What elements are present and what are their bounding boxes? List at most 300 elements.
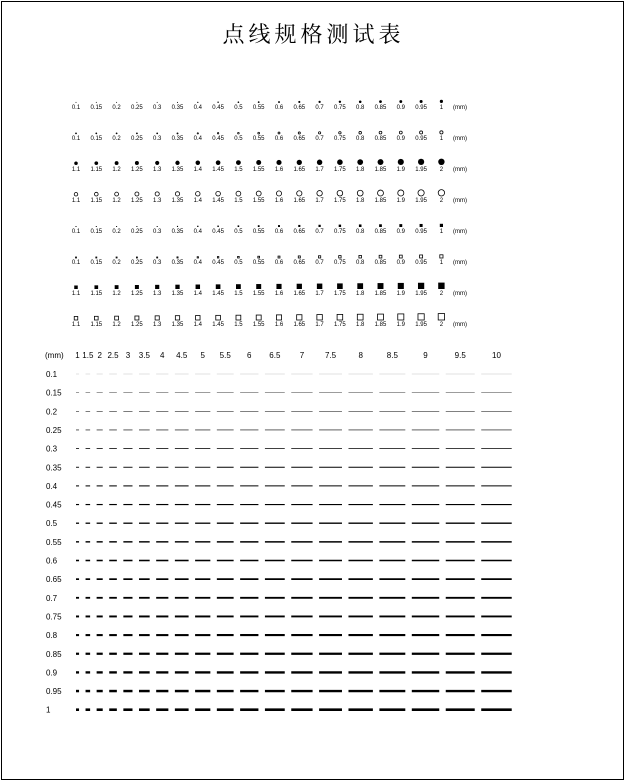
dot-mark (317, 160, 322, 165)
line-length-label: 5 (200, 351, 205, 360)
dot-size-label: 0.65 (293, 260, 306, 266)
line-length-label: 1.5 (82, 351, 94, 360)
line-length-label: 7.5 (324, 351, 337, 360)
dot-size-label: 0.25 (131, 260, 143, 266)
dot-size-label: 0.7 (315, 260, 324, 266)
dot-size-label: 1.1 (71, 291, 81, 297)
dot-mark (175, 161, 179, 165)
square-mark (74, 285, 78, 289)
line-width-label: 0.3 (46, 444, 58, 454)
dot-mark (339, 132, 341, 134)
dot-mark (318, 132, 320, 134)
unit-label: (mm) (453, 260, 467, 266)
dot-mark (278, 132, 280, 134)
line-width-label: 0.4 (46, 481, 58, 491)
dot-size-label: 0.65 (293, 229, 306, 235)
dot-mark (357, 190, 363, 196)
dot-mark (298, 101, 300, 103)
dot-size-label: 2 (439, 291, 444, 297)
dot-mark (94, 161, 98, 165)
dot-mark (258, 132, 260, 134)
dot-size-label: 1.5 (234, 198, 243, 204)
square-mark (216, 315, 221, 320)
square-mark (379, 255, 382, 258)
dot-size-label: 1.25 (131, 167, 143, 173)
dot-mark (297, 191, 302, 196)
dot-mark (298, 132, 300, 134)
dot-size-label: 0.35 (171, 260, 184, 266)
square-mark (276, 315, 281, 320)
dot-size-label: 0.35 (171, 229, 184, 235)
dot-size-label: 0.9 (396, 136, 405, 142)
dot-size-label: 1.3 (153, 167, 162, 173)
line-length-label: 8 (358, 351, 363, 360)
line-length-label: 3.5 (138, 351, 150, 360)
dot-size-label: 0.2 (112, 136, 121, 142)
line-length-label: 6.5 (269, 351, 281, 360)
dot-mark (379, 131, 382, 134)
square-mark (337, 283, 343, 289)
dot-mark (115, 192, 119, 196)
line-width-label: 0.85 (46, 649, 62, 659)
dot-size-label: 0.7 (315, 105, 324, 111)
dot-mark (256, 160, 261, 165)
dot-size-label: 0.55 (252, 229, 265, 235)
square-mark (177, 226, 178, 227)
dot-size-label: 1.4 (193, 198, 202, 204)
dot-mark (276, 191, 281, 196)
square-mark (398, 314, 404, 320)
dot-size-label: 0.5 (234, 136, 243, 142)
dot-size-label: 1.3 (153, 322, 162, 328)
dot-size-label: 2 (439, 167, 444, 173)
line-width-label: 0.95 (46, 687, 62, 697)
square-mark (297, 315, 302, 320)
line-width-label: 0.8 (46, 631, 58, 641)
dot-mark (116, 133, 117, 134)
dot-size-label: 1.8 (356, 167, 365, 173)
dot-size-label: 0.35 (171, 136, 184, 142)
dot-mark (157, 133, 158, 134)
square-mark (76, 226, 77, 227)
dot-size-label: 1 (439, 260, 444, 266)
dot-size-label: 0.3 (153, 229, 162, 235)
square-mark (175, 285, 179, 289)
dot-size-label: 1.4 (193, 322, 202, 328)
line-length-label: 6 (247, 351, 252, 360)
dot-size-label: 0.65 (293, 105, 306, 111)
dot-mark (379, 100, 382, 103)
dot-mark (318, 101, 320, 103)
square-mark (318, 225, 320, 227)
dot-size-label: 1.95 (415, 167, 427, 173)
dot-size-label: 0.1 (71, 229, 81, 235)
square-mark (157, 226, 158, 227)
square-mark (276, 284, 281, 289)
square-mark (438, 314, 444, 320)
square-mark (318, 256, 320, 258)
dot-size-label: 0.5 (234, 105, 243, 111)
dot-size-label: 1 (439, 136, 444, 142)
dot-size-label: 0.8 (356, 136, 365, 142)
dot-size-label: 1.2 (112, 198, 121, 204)
square-mark (420, 255, 423, 258)
square-mark (177, 257, 178, 258)
dot-size-label: 1.9 (396, 198, 405, 204)
dot-size-label: 1.15 (90, 167, 103, 173)
dot-size-label: 1.7 (315, 198, 324, 204)
line-length-label: 1 (75, 351, 80, 360)
unit-label: (mm) (453, 198, 467, 204)
dot-size-label: 0.45 (212, 260, 224, 266)
dot-size-label: 0.1 (71, 260, 81, 266)
line-length-label: 9 (423, 351, 428, 360)
square-mark (136, 226, 137, 227)
dot-size-label: 0.25 (131, 136, 143, 142)
dot-size-label: 0.95 (415, 105, 427, 111)
dot-mark (238, 132, 240, 134)
line-length-label: 10 (492, 351, 501, 360)
dot-size-label: 1.2 (112, 167, 121, 173)
square-mark (339, 256, 341, 258)
dot-mark (438, 190, 444, 196)
dot-mark (217, 102, 218, 103)
dot-size-label: 1.65 (293, 167, 306, 173)
dot-size-label: 1.2 (112, 322, 121, 328)
line-width-label: 0.65 (46, 575, 62, 585)
dot-size-label: 0.75 (334, 260, 346, 266)
dot-size-label: 1.85 (374, 198, 387, 204)
line-length-label: 8.5 (386, 351, 398, 360)
dot-size-label: 1.8 (356, 291, 365, 297)
dot-mark (136, 102, 137, 103)
dot-size-label: 0.15 (90, 260, 103, 266)
dot-mark (155, 161, 159, 165)
dot-size-label: 0.25 (131, 229, 143, 235)
square-mark (440, 255, 443, 258)
dot-mark (94, 192, 98, 196)
dot-mark (337, 159, 343, 165)
dot-size-label: 1.75 (334, 198, 346, 204)
dot-size-label: 0.85 (374, 260, 387, 266)
line-length-label: 3 (125, 351, 131, 360)
dot-mark (359, 100, 362, 103)
line-length-label: 4 (160, 351, 165, 360)
line-width-label: 0.9 (46, 668, 58, 678)
square-mark (196, 316, 200, 320)
dot-mark (398, 159, 404, 165)
unit-label: (mm) (453, 229, 467, 235)
unit-label: (mm) (453, 136, 467, 142)
dot-mark (438, 159, 444, 165)
dot-size-label: 0.15 (90, 136, 103, 142)
square-mark (94, 285, 98, 289)
dot-size-label: 1.1 (71, 198, 81, 204)
square-mark (196, 285, 200, 289)
square-mark (297, 284, 302, 289)
dot-size-label: 0.4 (193, 136, 202, 142)
line-width-label: 0.5 (46, 519, 58, 529)
square-mark (157, 257, 158, 258)
square-mark (399, 255, 402, 258)
square-mark (115, 316, 119, 320)
dot-mark (236, 160, 241, 165)
dot-mark (440, 100, 443, 103)
line-length-label: 2 (97, 351, 102, 360)
square-mark (398, 283, 404, 289)
dot-size-label: 1.4 (193, 167, 202, 173)
dot-size-label: 0.6 (274, 136, 284, 142)
dot-mark (236, 191, 241, 196)
dot-mark (276, 160, 281, 165)
square-mark (357, 314, 363, 320)
dot-size-label: 1.3 (153, 198, 162, 204)
dot-size-label: 1.6 (274, 167, 284, 173)
dot-size-label: 0.8 (356, 229, 365, 235)
dot-size-label: 1.5 (234, 291, 243, 297)
line-width-label: 0.35 (46, 463, 62, 473)
dot-mark (217, 133, 218, 134)
dot-size-label: 0.25 (131, 105, 143, 111)
dot-mark (297, 160, 302, 165)
dot-size-label: 1.8 (356, 198, 365, 204)
dot-size-label: 0.7 (315, 229, 324, 235)
dot-size-label: 1.15 (90, 198, 103, 204)
dot-size-label: 1.4 (193, 291, 202, 297)
dot-size-label: 0.9 (396, 260, 405, 266)
dot-mark (135, 161, 139, 165)
dot-size-label: 1.25 (131, 198, 143, 204)
dot-mark (197, 133, 198, 134)
square-mark (438, 283, 444, 289)
square-mark (115, 285, 119, 289)
square-mark (258, 225, 260, 227)
square-mark (256, 315, 261, 320)
dot-mark (256, 191, 261, 196)
dot-mark (357, 159, 363, 165)
square-mark (238, 256, 240, 258)
square-mark (379, 224, 382, 227)
dot-mark (339, 101, 341, 103)
dot-size-label: 0.75 (334, 136, 346, 142)
square-mark (116, 257, 117, 258)
dot-size-label: 0.15 (90, 229, 103, 235)
dot-mark (378, 159, 384, 165)
dot-size-label: 0.3 (153, 105, 162, 111)
dot-mark (418, 190, 424, 196)
dot-size-label: 0.7 (315, 136, 324, 142)
square-mark (217, 226, 218, 227)
square-mark (420, 224, 423, 227)
page-title: 点线规格测试表 (222, 23, 405, 48)
dot-mark (216, 191, 221, 196)
line-width-label: 0.25 (46, 425, 62, 435)
dot-size-label: 0.55 (252, 105, 265, 111)
dot-size-label: 1.45 (212, 322, 224, 328)
square-mark (298, 256, 300, 258)
square-mark (317, 315, 322, 320)
dot-size-label: 1.5 (234, 167, 243, 173)
square-mark (298, 225, 300, 227)
line-length-label: 4.5 (176, 351, 188, 360)
dot-size-label: 1.7 (315, 291, 324, 297)
square-mark (418, 314, 424, 320)
dot-size-label: 1.75 (334, 322, 346, 328)
dot-size-label: 0.2 (112, 260, 121, 266)
dot-size-label: 0.6 (274, 260, 284, 266)
square-mark (278, 256, 280, 258)
dot-size-label: 1.45 (212, 167, 224, 173)
dot-mark (177, 133, 178, 134)
dot-mark (136, 133, 137, 134)
dot-size-label: 1.5 (234, 322, 243, 328)
dot-size-label: 1.2 (112, 291, 121, 297)
dot-size-label: 1.75 (334, 167, 346, 173)
dot-size-label: 0.9 (396, 229, 405, 235)
dot-size-label: 1.7 (315, 322, 324, 328)
dot-size-label: 0.4 (193, 260, 202, 266)
dot-mark (76, 133, 77, 134)
dot-mark (378, 190, 384, 196)
dot-size-label: 0.3 (153, 260, 162, 266)
dot-size-label: 1.1 (71, 167, 81, 173)
dot-mark (96, 102, 97, 103)
line-width-label: 0.2 (46, 407, 58, 417)
dot-mark (420, 100, 423, 103)
dot-mark (418, 159, 424, 165)
dot-size-label: 0.45 (212, 136, 224, 142)
dot-size-label: 0.85 (374, 136, 387, 142)
unit-label: (mm) (453, 105, 467, 111)
dot-size-label: 0.75 (334, 229, 346, 235)
dot-size-label: 1.85 (374, 322, 387, 328)
dot-size-label: 0.2 (112, 105, 121, 111)
unit-label: (mm) (453, 322, 467, 328)
line-width-label: 1 (46, 705, 51, 715)
dot-size-label: 0.1 (71, 136, 81, 142)
square-mark (136, 257, 137, 258)
line-length-label: 2.5 (107, 351, 119, 360)
line-width-label: 0.45 (46, 500, 62, 510)
square-mark (96, 257, 97, 258)
square-mark (418, 283, 424, 289)
square-mark (135, 285, 139, 289)
line-length-label: 7 (299, 351, 305, 360)
square-mark (317, 284, 322, 289)
dot-size-label: 1.55 (252, 291, 265, 297)
dot-size-label: 1.85 (374, 291, 387, 297)
square-mark (76, 257, 77, 258)
dot-size-label: 0.95 (415, 229, 427, 235)
dot-size-label: 1.95 (415, 322, 427, 328)
square-mark (197, 226, 198, 227)
dot-size-label: 1.6 (274, 291, 284, 297)
dot-mark (116, 102, 117, 103)
dot-mark (359, 131, 362, 134)
unit-label: (mm) (453, 291, 467, 297)
dot-size-label: 1.55 (252, 198, 265, 204)
dot-size-label: 1 (439, 229, 444, 235)
dot-size-label: 1.9 (396, 167, 405, 173)
unit-label: (mm) (453, 167, 467, 173)
dot-size-label: 1.9 (396, 322, 405, 328)
dot-mark (74, 192, 78, 196)
dot-size-label: 0.95 (415, 136, 427, 142)
dot-size-label: 0.5 (234, 260, 243, 266)
dot-size-label: 0.65 (293, 136, 306, 142)
square-mark (278, 225, 280, 227)
square-mark (94, 316, 98, 320)
dot-mark (258, 101, 260, 103)
dot-size-label: 1.1 (71, 322, 81, 328)
dot-size-label: 1.95 (415, 198, 427, 204)
dot-mark (440, 131, 443, 134)
dot-mark (196, 161, 200, 165)
corner-unit-label: (mm) (45, 351, 64, 360)
dot-size-label: 1.65 (293, 322, 306, 328)
dot-size-label: 0.2 (112, 229, 121, 235)
square-mark (258, 256, 260, 258)
dot-mark (175, 192, 179, 196)
dot-mark (177, 102, 178, 103)
dot-size-label: 0.85 (374, 105, 387, 111)
dot-size-label: 0.1 (71, 105, 81, 111)
square-mark (96, 226, 97, 227)
dot-size-label: 0.15 (90, 105, 103, 111)
dot-size-label: 1.55 (252, 322, 265, 328)
square-mark (135, 316, 139, 320)
square-mark (236, 284, 241, 289)
line-length-label: 5.5 (219, 351, 231, 360)
square-mark (155, 316, 159, 320)
dot-size-label: 0.4 (193, 105, 202, 111)
line-length-label: 9.5 (454, 351, 466, 360)
line-width-label: 0.55 (46, 537, 62, 547)
dot-size-label: 0.6 (274, 105, 284, 111)
dot-mark (155, 192, 159, 196)
square-mark (236, 315, 241, 320)
square-mark (440, 224, 443, 227)
square-mark (74, 316, 78, 320)
dot-size-label: 0.3 (153, 136, 162, 142)
dot-size-label: 0.9 (396, 105, 405, 111)
line-width-label: 0.75 (46, 612, 62, 622)
dot-mark (238, 101, 240, 103)
dot-size-label: 0.4 (193, 229, 202, 235)
square-mark (116, 226, 117, 227)
dot-size-label: 1.8 (356, 322, 365, 328)
dot-size-label: 0.6 (274, 229, 284, 235)
dot-size-label: 1.3 (153, 291, 162, 297)
dot-mark (216, 160, 221, 165)
dot-size-label: 1.9 (396, 291, 405, 297)
square-mark (197, 257, 198, 258)
dot-mark (96, 133, 97, 134)
dot-mark (197, 102, 198, 103)
square-mark (238, 225, 240, 227)
dot-size-label: 1.65 (293, 291, 306, 297)
line-width-label: 0.6 (46, 556, 58, 566)
dot-size-label: 0.55 (252, 260, 265, 266)
dot-size-label: 0.5 (234, 229, 243, 235)
dot-size-label: 0.55 (252, 136, 265, 142)
dot-mark (398, 190, 404, 196)
dot-size-label: 1.15 (90, 322, 103, 328)
dot-size-label: 1.6 (274, 322, 284, 328)
dot-size-label: 0.95 (415, 260, 427, 266)
dot-size-label: 1.6 (274, 198, 284, 204)
dot-mark (399, 131, 402, 134)
